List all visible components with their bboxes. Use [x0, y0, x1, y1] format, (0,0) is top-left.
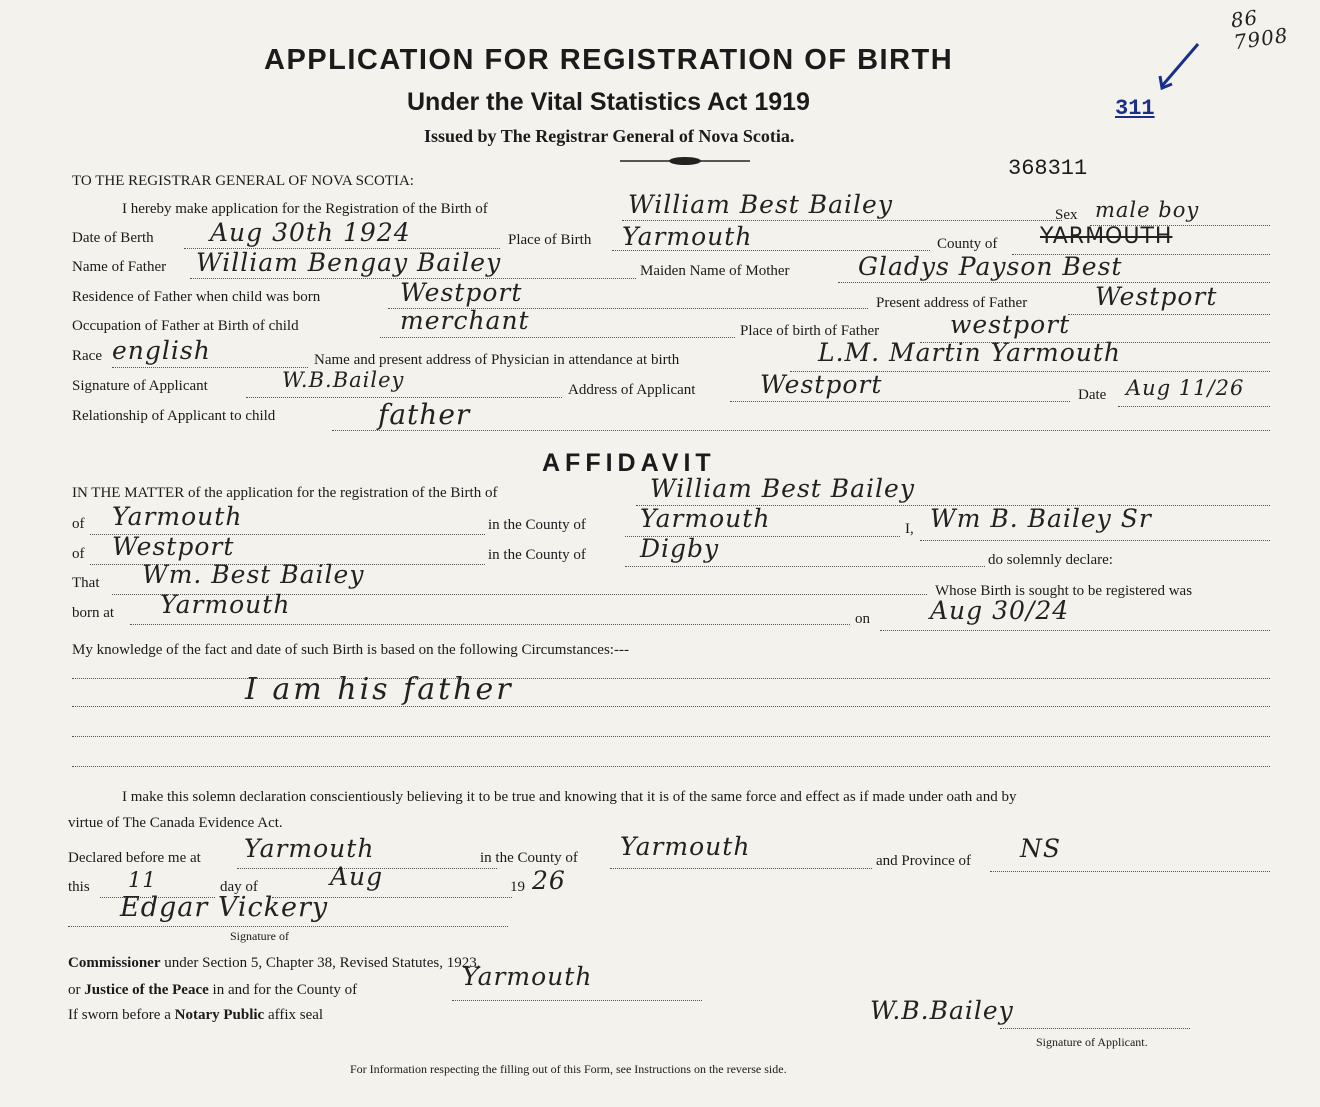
dob-label: Date of Berth [72, 230, 154, 246]
father-pob-value: westport [950, 310, 1071, 339]
notary-text: Notary Public [174, 1007, 265, 1023]
ornament-divider [620, 154, 750, 166]
born-at-label: born at [72, 605, 115, 621]
applicant-signature: W.B.Bailey [870, 996, 1014, 1025]
commissioner-rest: under Section 5, Chapter 38, Revised Statutes, 1923, [164, 955, 481, 971]
commissioner-text: Commissioner [68, 955, 161, 971]
county2-value: Digby [640, 534, 720, 563]
in-county-label: in the County of [480, 850, 578, 866]
applicant-signature-label: Signature of Applicant. [1036, 1035, 1148, 1049]
mother-label: Maiden Name of Mother [640, 263, 790, 279]
sex-value: male boy [1095, 198, 1200, 222]
knowledge-label: My knowledge of the fact and date of such Birth is based on the following Circumstances:--- [72, 642, 629, 658]
justice-rest: in and for the County of [212, 982, 358, 998]
county2-label: in the County of [488, 547, 586, 563]
matter-label [72, 485, 497, 502]
i-label: I, [905, 521, 914, 537]
form-subtitle: Under the Vital Statistics Act 1919 [407, 88, 810, 116]
pob-value: Yarmouth [622, 222, 753, 251]
declarant-name: Wm B. Bailey Sr [930, 504, 1152, 533]
form-title: APPLICATION FOR REGISTRATION OF BIRTH [264, 44, 954, 76]
justice-county: Yarmouth [462, 962, 593, 991]
or-label: or [68, 982, 81, 998]
province-value: NS [1020, 834, 1062, 863]
commissioner-signature: Edgar Vickery [120, 892, 329, 923]
issued-by: Issued by The Registrar General of Nova Scotia. [424, 126, 795, 146]
county1-value: Yarmouth [640, 504, 771, 533]
present-address-value: Westport [1095, 282, 1218, 311]
applicant-address-value: Westport [760, 370, 883, 399]
date-value: Aug 11/26 [1126, 376, 1245, 400]
father-label: Name of Father [72, 259, 167, 275]
notary-rest: affix seal [267, 1007, 324, 1023]
declared-at: Yarmouth [244, 834, 375, 863]
blue-check-mark [1150, 38, 1210, 103]
this-label: this [68, 879, 90, 895]
child-name: William Best Bailey [628, 190, 893, 219]
footer-note: For Information respecting the filling out of this Form, see Instructions on the reverse side. [350, 1062, 787, 1076]
on-label: on [855, 611, 870, 627]
county-label: County of [937, 236, 998, 252]
matter-prefix: IN THE MATTER [72, 485, 185, 501]
declared-county: Yarmouth [620, 832, 751, 861]
applicant-address-label: Address of Applicant [568, 382, 696, 398]
whose-birth-label: Whose Birth is sought to be registered was [935, 583, 1193, 599]
commissioner-line [68, 955, 480, 972]
matter-name: William Best Bailey [650, 474, 915, 503]
solemn-line-2: virtue of The Canada Evidence Act. [68, 815, 283, 831]
born-at-value: Yarmouth [160, 590, 291, 619]
father-value: William Bengay Bailey [196, 248, 502, 277]
day-value: 11 [128, 868, 157, 892]
father-pob-label: Place of birth of Father [740, 323, 880, 339]
year-value: 26 [532, 866, 566, 895]
signature-label: Signature of Applicant [72, 378, 208, 394]
on-value: Aug 30/24 [930, 596, 1070, 625]
justice-text: Justice of the Peace [84, 982, 209, 998]
of2-label: of [72, 546, 85, 562]
that-label: That [72, 575, 100, 591]
signature-of-label: Signature of [230, 929, 289, 943]
county-value: YARMOUTH [1040, 224, 1173, 249]
physician-label: Name and present address of Physician in attendance at birth [314, 352, 680, 368]
of2-value: Westport [112, 532, 235, 561]
county1-label: in the County of [488, 517, 586, 533]
justice-line [68, 982, 357, 999]
of1-value: Yarmouth [112, 502, 243, 531]
mother-value: Gladys Payson Best [858, 252, 1123, 281]
province-label: and Province of [876, 853, 971, 869]
race-label: Race [72, 348, 102, 364]
relationship-value: father [378, 398, 471, 431]
month-value: Aug [330, 862, 384, 891]
declare-label: do solemnly declare: [988, 552, 1113, 568]
notary-line [68, 1007, 323, 1024]
signature-value: W.B.Bailey [282, 368, 405, 392]
corner-note: 86 7908 [1229, 4, 1290, 55]
stamp-number: 311 [1115, 96, 1155, 121]
that-value: Wm. Best Bailey [142, 560, 365, 589]
addressee-line: TO THE REGISTRAR GENERAL OF NOVA SCOTIA: [72, 173, 414, 189]
of1-label: of [72, 516, 85, 532]
physician-value: L.M. Martin Yarmouth [818, 338, 1122, 367]
date-label: Date [1078, 387, 1107, 403]
occupation-value: merchant [400, 306, 530, 335]
serial-number: 368311 [1008, 156, 1088, 181]
circumstance-text: I am his father [245, 672, 514, 707]
matter-rest: of the application for the registration of the Birth of [187, 485, 498, 501]
notary-prefix: If sworn before a [68, 1007, 171, 1023]
year-prefix: 19 [510, 879, 525, 895]
dob-value: Aug 30th 1924 [210, 218, 411, 247]
residence-value: Westport [400, 278, 523, 307]
solemn-line-1: I make this solemn declaration conscientiously believing it to be true and knowing that it is of the same force and effect as if made under oath and by [122, 789, 1017, 805]
pob-label: Place of Birth [508, 232, 592, 248]
present-address-label: Present address of Father [876, 295, 1028, 311]
relationship-label: Relationship of Applicant to child [72, 408, 276, 424]
sex-label: Sex [1055, 207, 1078, 223]
race-value: english [112, 336, 211, 365]
residence-label: Residence of Father when child was born [72, 289, 321, 305]
affidavit-heading: AFFIDAVIT [542, 449, 716, 477]
day-label: day of [220, 879, 258, 895]
declared-label: Declared before me at [68, 850, 201, 866]
occupation-label: Occupation of Father at Birth of child [72, 318, 299, 334]
intro-label: I hereby make application for the Registration of the Birth of [122, 201, 488, 217]
